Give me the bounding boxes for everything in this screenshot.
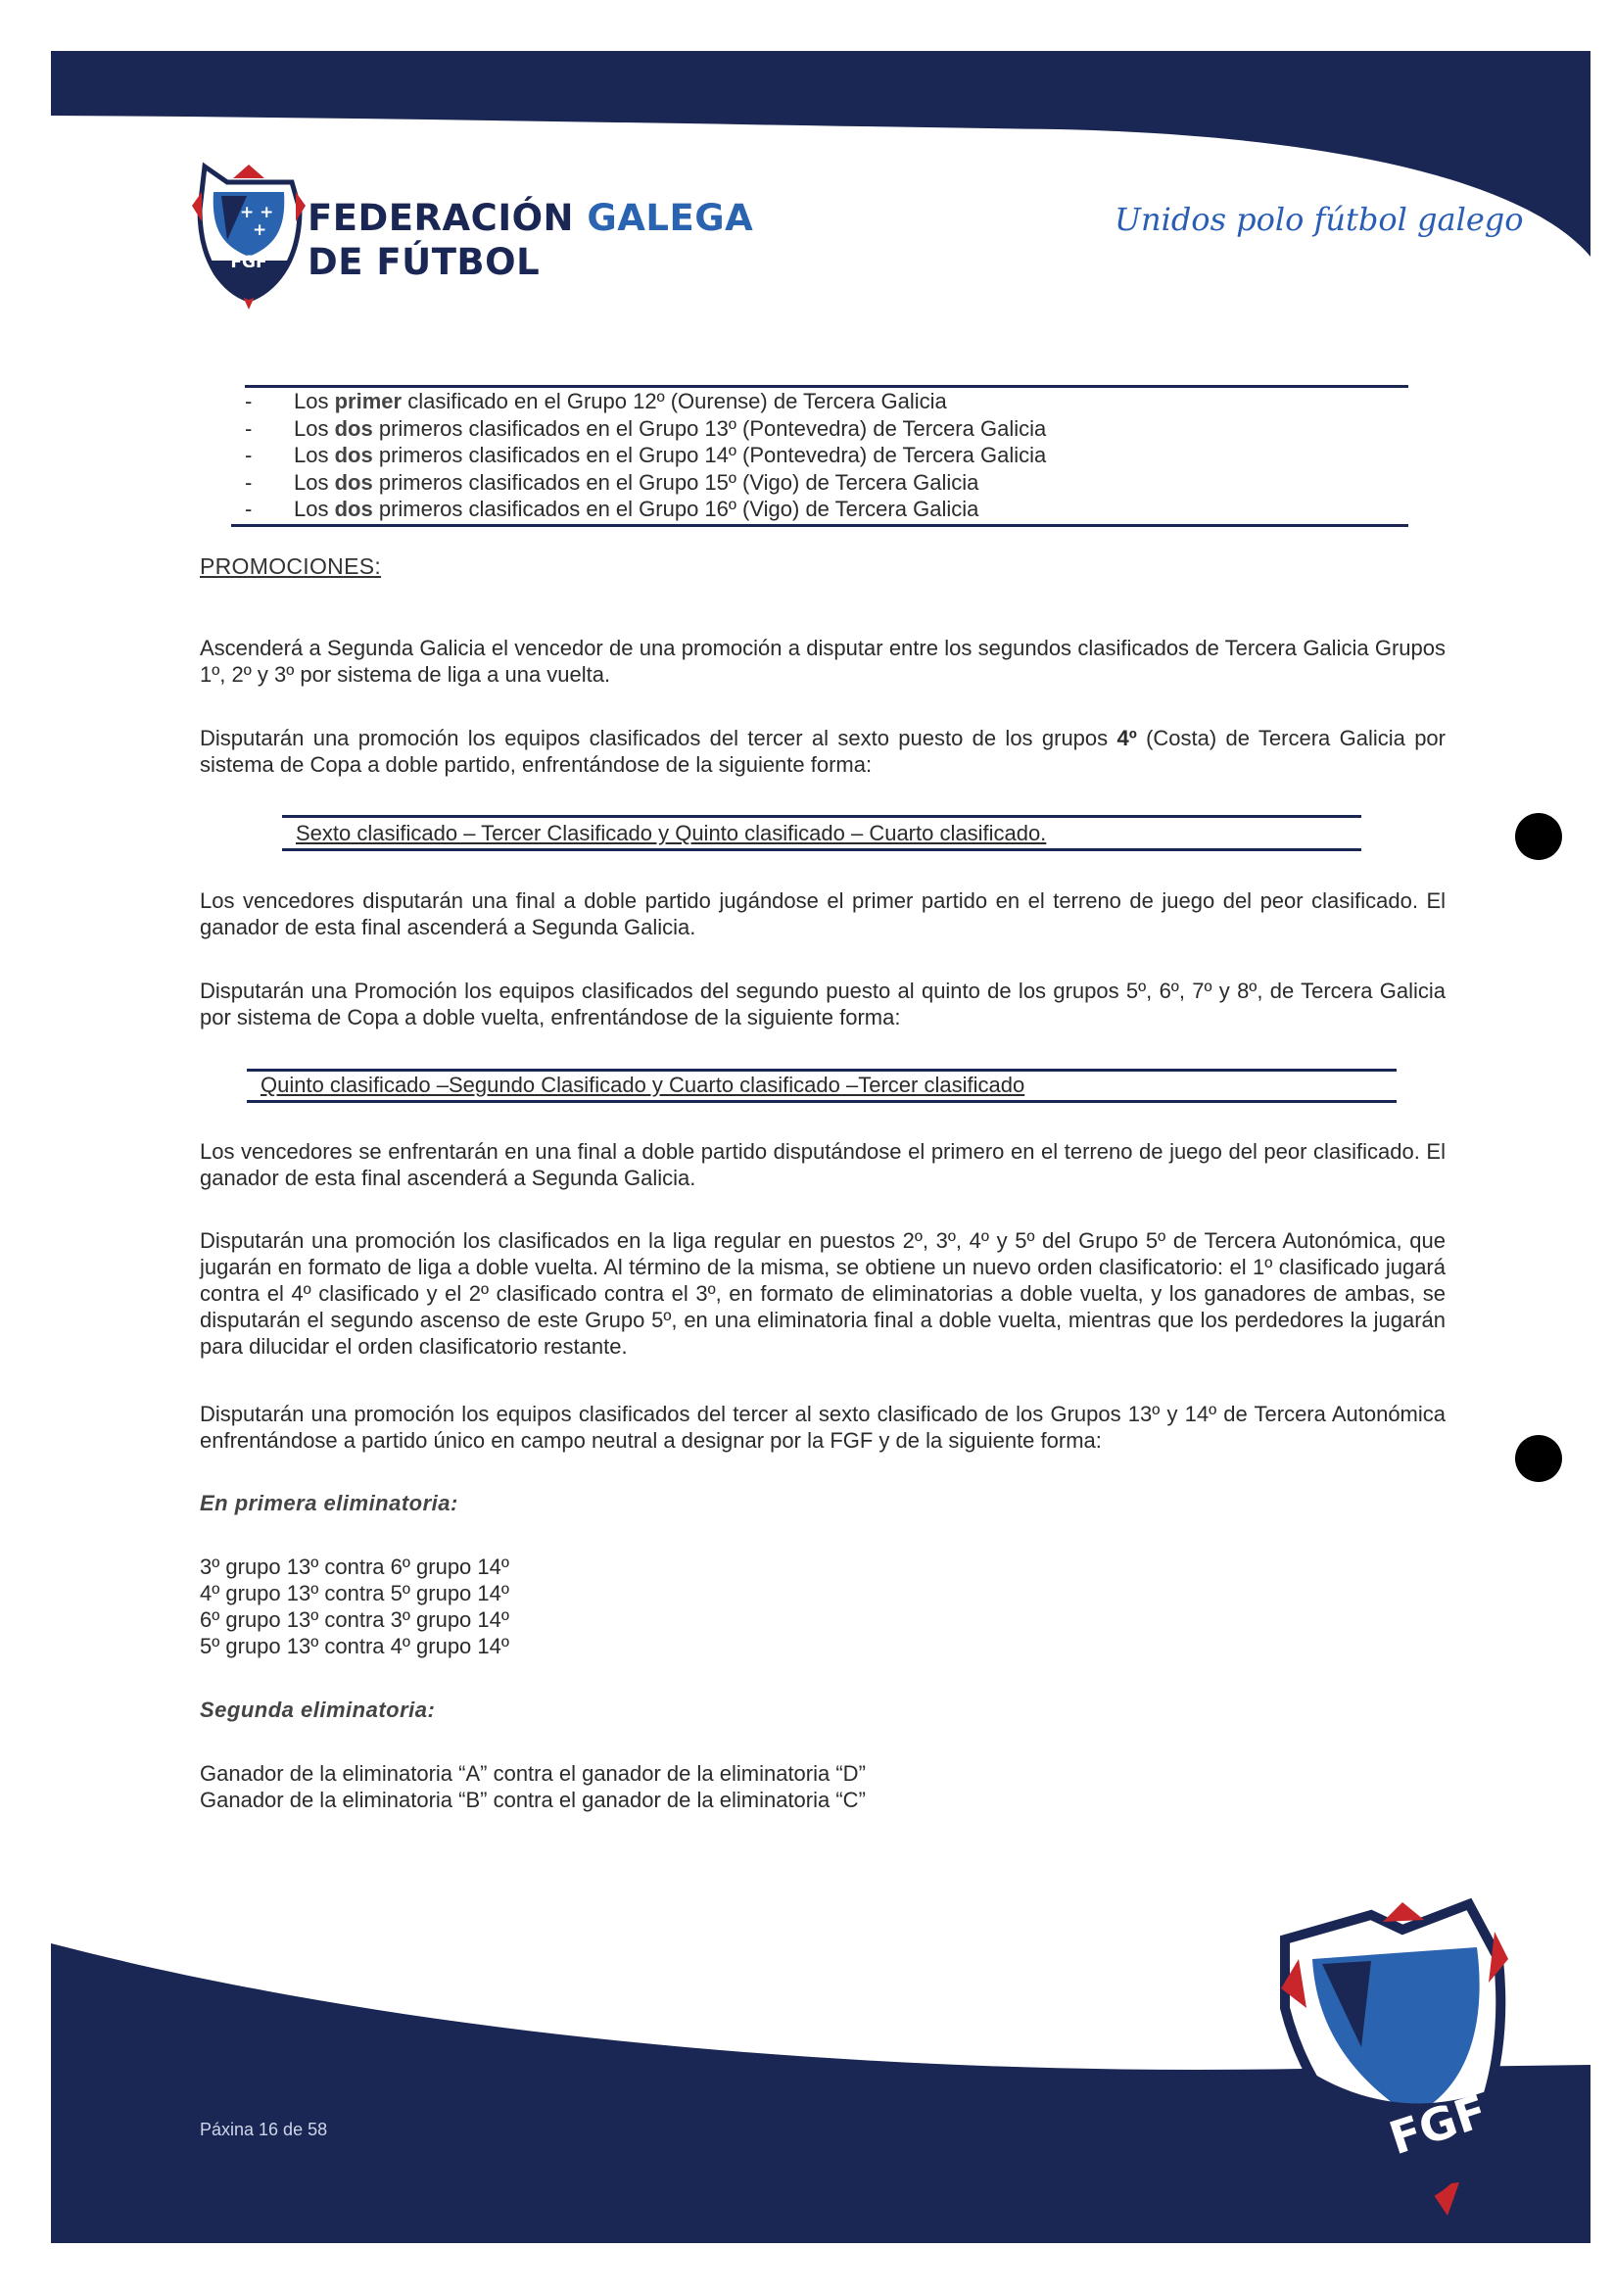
paragraph-5: Los vencedores se enfrentarán en una final a doble partido disputándose el primero en el terreno de juego del peor clasificado. El ganador de esta final ascenderá a Segunda Galicia. [200, 1139, 1446, 1190]
page-number: Páxina 16 de 58 [200, 2120, 328, 2139]
brand-name [308, 196, 753, 284]
footer-logo-label: FGF [1383, 2083, 1494, 2166]
first-round-title: En primera eliminatoria: [200, 1491, 458, 1515]
paragraph-2: Disputarán una promoción los equipos clasificados del tercer al sexto puesto de los grupos 4º (Costa) de Tercera Galicia por sistema de Copa a doble partido, enfrentándose de la siguiente forma: [200, 726, 1446, 777]
slogan: Unidos polo fútbol galego [1115, 201, 1524, 238]
list-item: 4º grupo 13º contra 5º grupo 14º [200, 1581, 509, 1605]
list-item: 6º grupo 13º contra 3º grupo 14º [200, 1607, 509, 1632]
brand-line1-a: FEDERACIÓN [308, 197, 575, 239]
box1-bottom-rule [282, 848, 1361, 851]
pairing-box-2: Quinto clasificado –Segundo Clasificado y Cuarto clasificado –Tercer clasificado [261, 1073, 1025, 1097]
section-title: PROMOCIONES: [200, 553, 382, 579]
first-round-list [200, 1554, 509, 1659]
fgf-header-logo [192, 165, 306, 310]
box1-top-rule [282, 815, 1361, 818]
brand-line2: DE FÚTBOL [308, 241, 541, 283]
paragraph-4: Disputarán una Promoción los equipos clasificados del segundo puesto al quinto de los grupos 5º, 6º, 7º y 8º, de Tercera Galicia por sistema de Copa a doble vuelta, enfrentándose de la siguiente forma: [200, 979, 1446, 1029]
svg-text:+: + [253, 220, 267, 240]
list-item: 5º grupo 13º contra 4º grupo 14º [200, 1634, 509, 1658]
second-round-title: Segunda eliminatoria: [200, 1698, 436, 1722]
paragraph-7: Disputarán una promoción los equipos clasificados del tercer al sexto clasificado de los Grupos 13º y 14º de Tercera Autonómica enfrentándose a partido único en campo neutral a designar por la FGF y de la siguiente forma: [200, 1402, 1446, 1453]
punch-hole-top [1515, 813, 1562, 860]
list-bottom-rule [231, 524, 1408, 527]
paragraph-1: Ascenderá a Segunda Galicia el vencedor de una promoción a disputar entre los segundos clasificados de Tercera Galicia Grupos 1º, 2º y 3º por sistema de liga a una vuelta. [200, 636, 1446, 687]
paragraph-3: Los vencedores disputarán una final a doble partido jugándose el primer partido en el terreno de juego del peor clasificado. El ganador de esta final ascenderá a Segunda Galicia. [200, 888, 1446, 939]
list-item: 3º grupo 13º contra 6º grupo 14º [200, 1555, 509, 1579]
brand-line1-b: GALEGA [587, 197, 754, 239]
svg-text:+ +: + + [240, 203, 274, 222]
list-item: Ganador de la eliminatoria “B” contra el ganador de la eliminatoria “C” [200, 1788, 866, 1812]
punch-hole-bottom [1515, 1435, 1562, 1482]
box2-top-rule [247, 1069, 1397, 1072]
list-item: Ganador de la eliminatoria “A” contra el ganador de la eliminatoria “D” [200, 1761, 866, 1786]
second-round-list [200, 1760, 866, 1813]
pairing-box-1: Sexto clasificado – Tercer Clasificado y Quinto clasificado – Cuarto clasificado. [296, 821, 1047, 845]
paragraph-6: Disputarán una promoción los clasificados en la liga regular en puestos 2º, 3º, 4º y 5º del Grupo 5º de Tercera Autonómica, que jugarán en formato de liga a doble vuelta. Al término de la misma, se obtiene un nuevo orden clasificatorio: el 1º clasificado jugará contra el 4º clasificado y el 2º clasificado contra el 3º, en formato de eliminatorias a doble vuelta, y los ganadores de ambas, se disputarán el segundo ascenso de este Grupo 5º, en una eliminatoria final a doble vuelta, mientras que los perdedores la jugarán para dilucidar el orden clasificatorio restante. [200, 1228, 1446, 1359]
header-logo-label: FGF [230, 253, 267, 272]
box2-bottom-rule [247, 1100, 1397, 1103]
